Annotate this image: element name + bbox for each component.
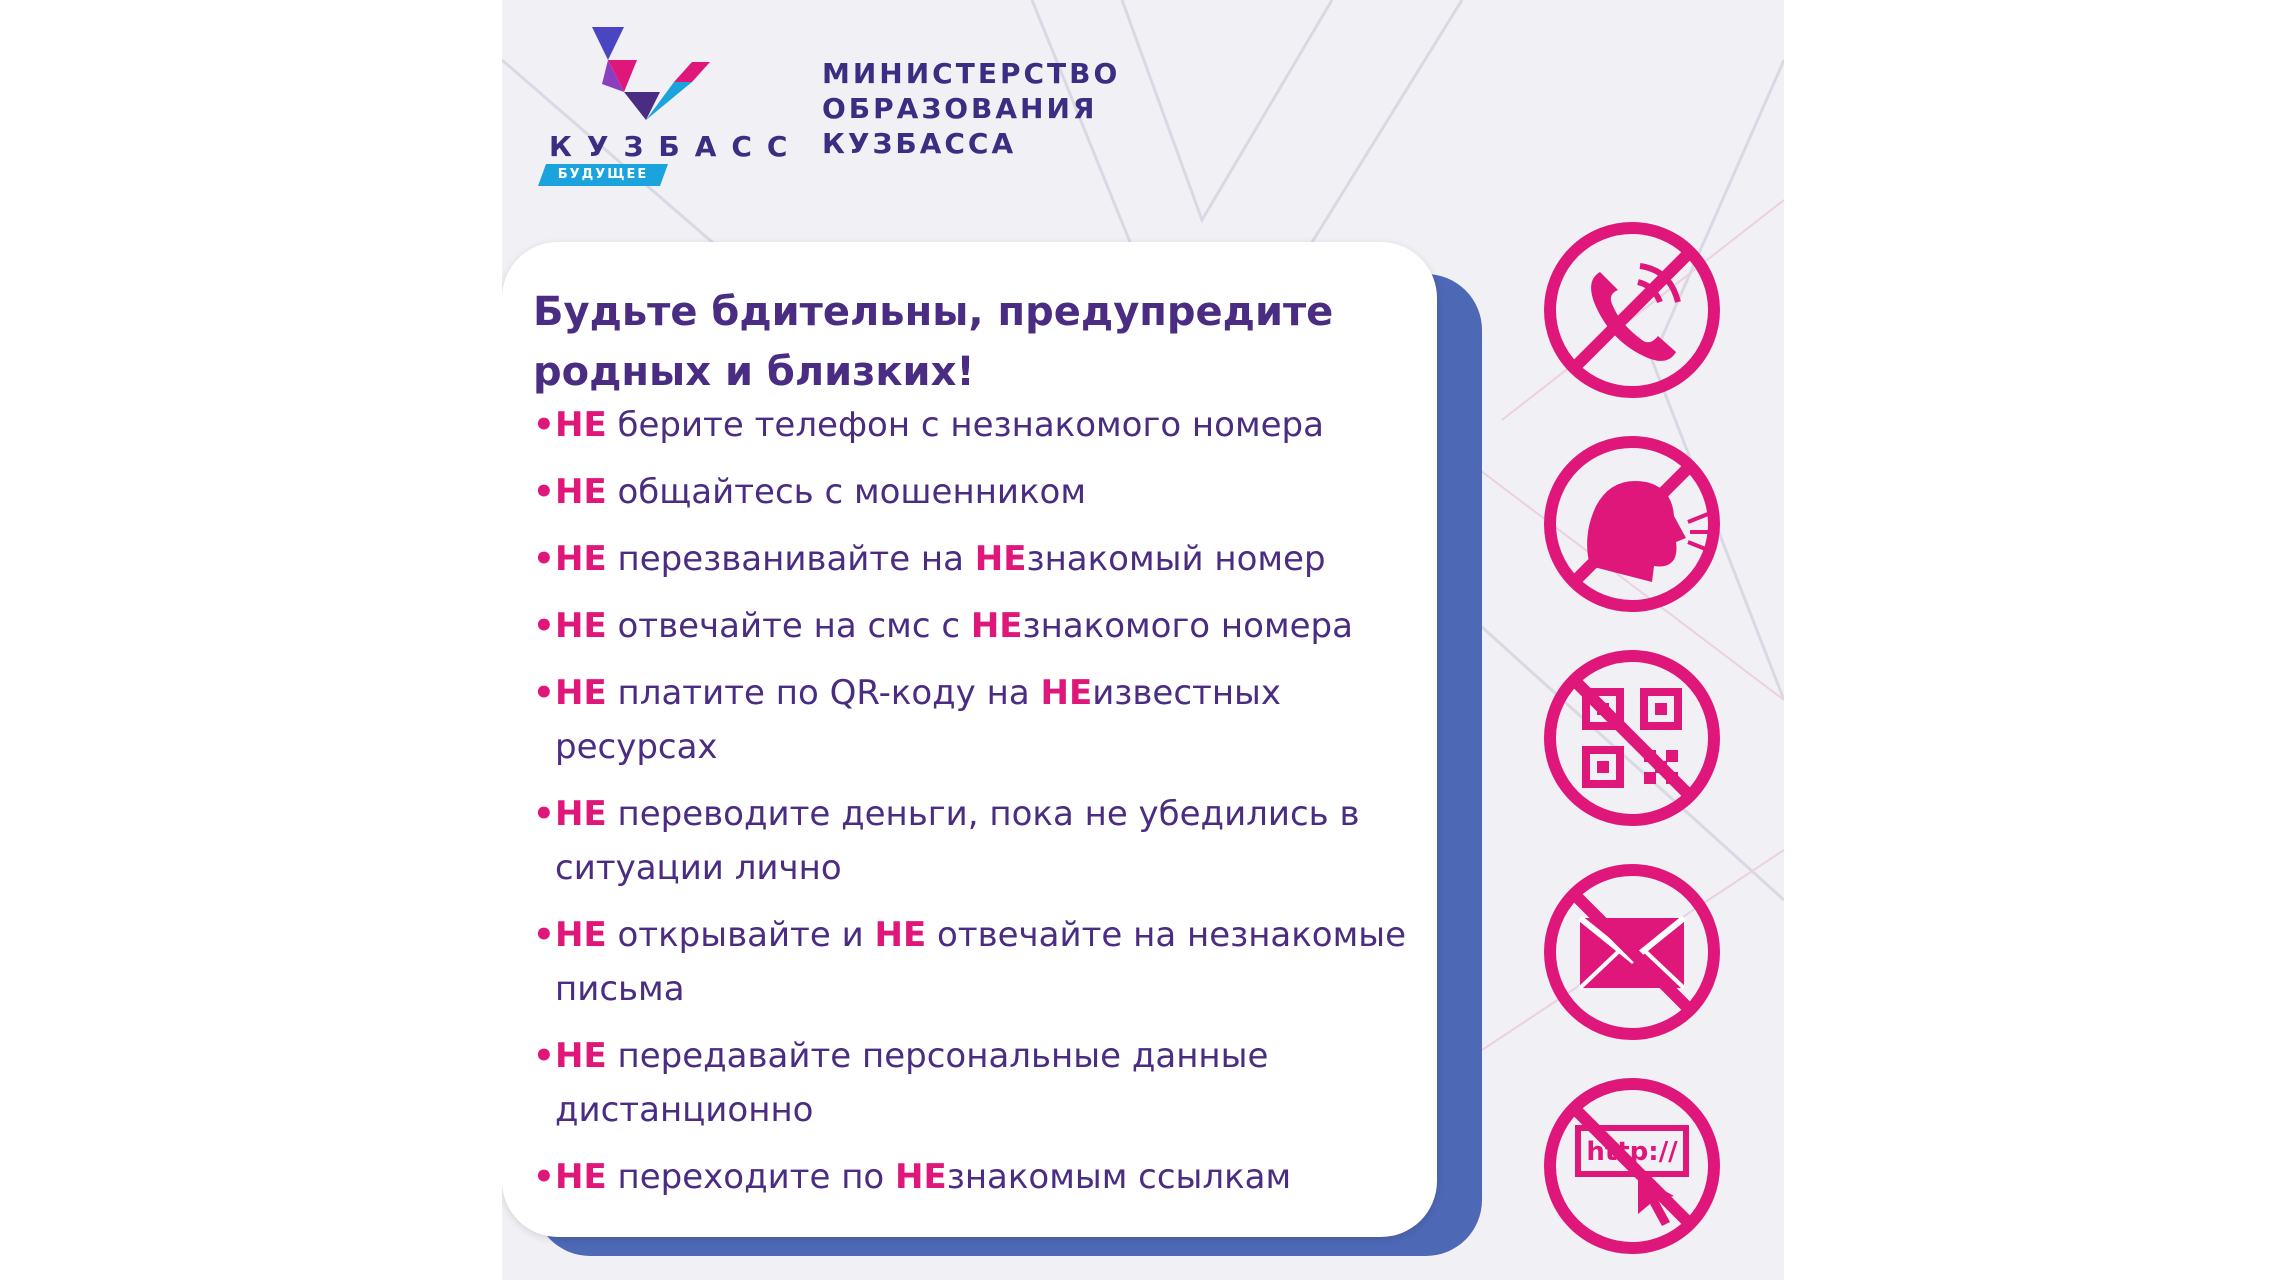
rule-text: известных ресурсах	[555, 673, 1282, 767]
rule-emphasis: НЕ	[1040, 673, 1093, 713]
no-qr-code-icon	[1542, 648, 1722, 828]
rule-text: перезванивайте на	[606, 539, 975, 579]
bullet-icon: •	[533, 915, 555, 955]
rule-text: общайтесь с мошенником	[606, 472, 1087, 512]
rule-item	[533, 398, 1428, 452]
rule-text: отвечайте на смс с	[606, 606, 971, 646]
rule-text: открывайте и	[606, 915, 875, 955]
no-link-icon	[1542, 1076, 1722, 1256]
link-label: http://	[1586, 1137, 1678, 1167]
ministry-line: ОБРАЗОВАНИЯ	[822, 92, 1098, 125]
headline: Будьте бдительны, предупредите родных и близких!	[533, 289, 1334, 395]
bullet-icon: •	[533, 472, 555, 512]
rule-emphasis: НЕ	[970, 606, 1023, 646]
bullet-icon: •	[533, 606, 555, 646]
bullet-icon: •	[533, 673, 555, 713]
rule-item	[533, 1029, 1428, 1137]
rule-text: платите по QR-коду на	[606, 673, 1041, 713]
ministry-line: КУЗБАССА	[822, 127, 1017, 160]
brand-tagline-badge	[538, 164, 668, 186]
rule-text: передавайте персональные данные дистанционно	[555, 1036, 1269, 1130]
no-email-icon	[1542, 862, 1722, 1042]
rule-emphasis: НЕ	[555, 1036, 607, 1076]
rule-text: переводите деньги, пока не убедились в ситуации лично	[555, 794, 1360, 888]
rule-emphasis: НЕ	[555, 405, 607, 445]
rule-emphasis: НЕ	[895, 1157, 947, 1197]
rule-item	[533, 532, 1428, 586]
rule-emphasis: НЕ	[555, 915, 607, 955]
rule-emphasis: НЕ	[555, 539, 607, 579]
rule-emphasis: НЕ	[555, 606, 607, 646]
rules-card	[502, 242, 1437, 1237]
poster	[502, 0, 1784, 1280]
rule-text: переходите по	[606, 1157, 896, 1197]
rule-item	[533, 1150, 1428, 1204]
no-talking-icon	[1542, 434, 1722, 614]
rule-emphasis: НЕ	[555, 1157, 607, 1197]
rule-text: отвечайте на незнакомые письма	[555, 915, 1407, 1009]
rule-text: знакомым ссылкам	[946, 1157, 1292, 1197]
rule-item	[533, 599, 1428, 653]
rule-text: знакомый номер	[1026, 539, 1326, 579]
rules-list	[533, 398, 1428, 1217]
bullet-icon: •	[533, 1157, 555, 1197]
bullet-icon: •	[533, 1036, 555, 1076]
rule-text: берите телефон с незнакомого номера	[606, 405, 1324, 445]
rule-item	[533, 465, 1428, 519]
rule-emphasis: НЕ	[974, 539, 1027, 579]
rule-emphasis: НЕ	[555, 472, 607, 512]
rule-emphasis: НЕ	[555, 673, 607, 713]
rule-item	[533, 908, 1428, 1016]
bullet-icon: •	[533, 405, 555, 445]
rule-emphasis: НЕ	[555, 794, 607, 834]
bullet-icon: •	[533, 539, 555, 579]
rule-item	[533, 666, 1428, 774]
ministry-name	[822, 56, 1120, 161]
rule-text: знакомого номера	[1022, 606, 1353, 646]
rule-item	[533, 787, 1428, 895]
brand-tagline: БУДУЩЕЕ	[557, 167, 649, 182]
rule-emphasis: НЕ	[874, 915, 927, 955]
brand-name: КУЗБАСС	[549, 130, 803, 163]
bullet-icon: •	[533, 794, 555, 834]
no-phone-icon	[1542, 220, 1722, 400]
ministry-line: МИНИСТЕРСТВО	[822, 57, 1121, 90]
